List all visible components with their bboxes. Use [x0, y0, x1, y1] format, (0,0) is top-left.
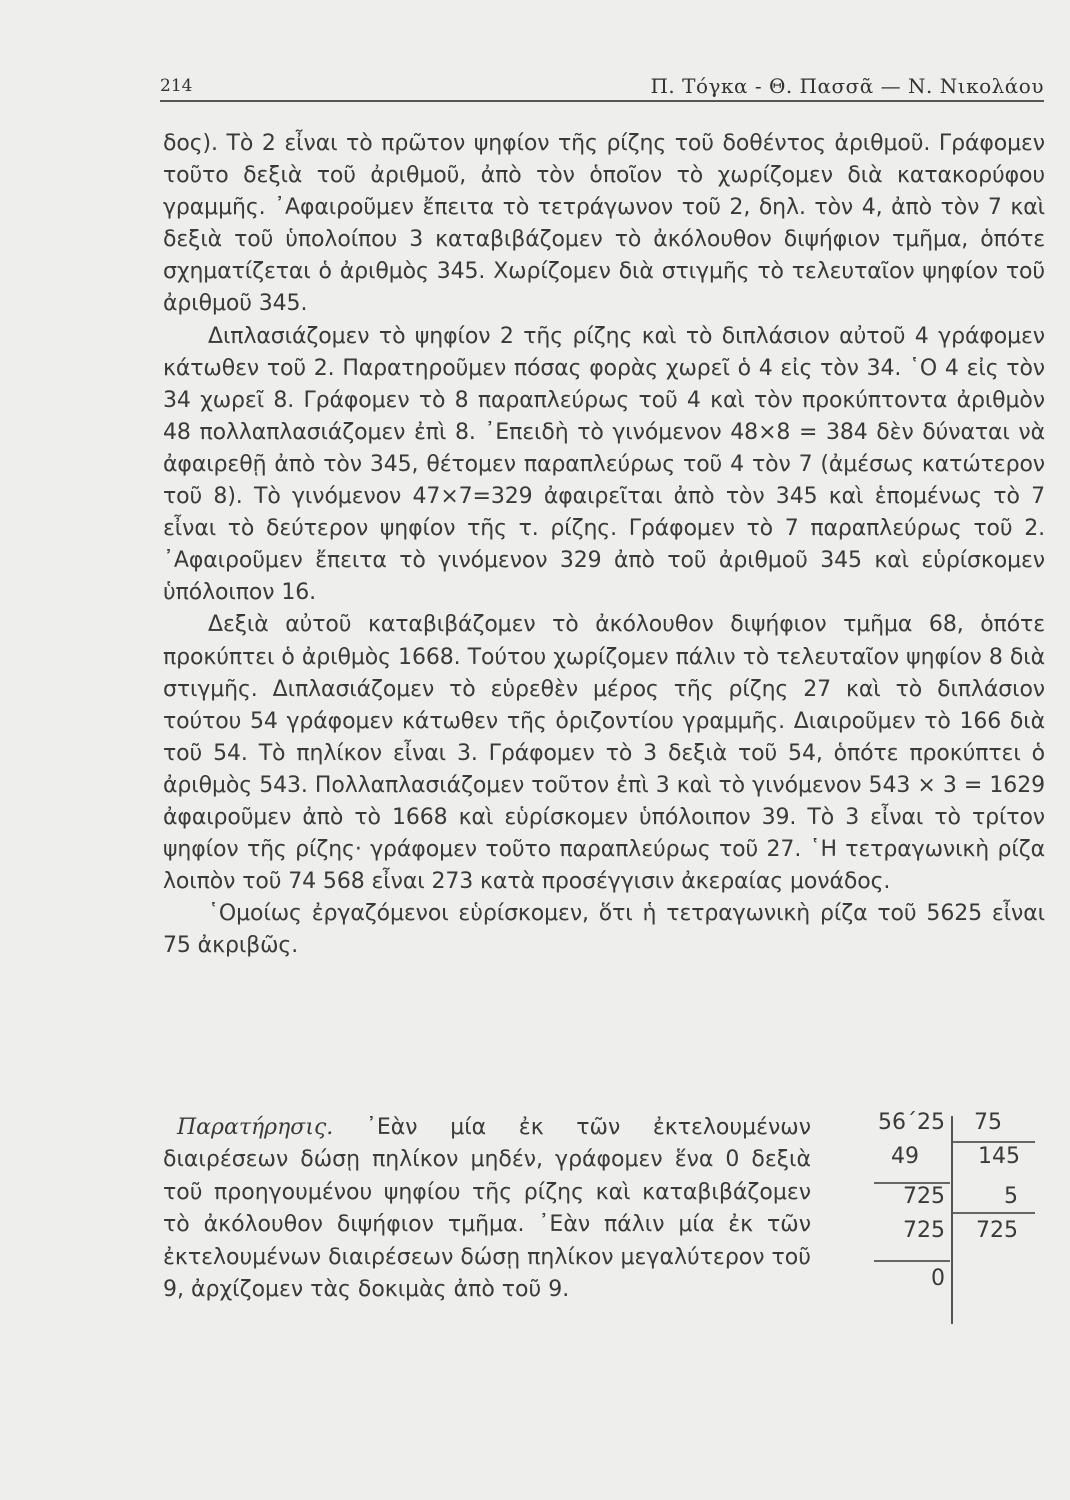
running-head: Π. Τόγκα - Θ. Πασσᾶ — Ν. Νικολάου: [650, 74, 1044, 98]
calc-left-value: 0: [931, 1266, 945, 1291]
calc-root-value: 75: [974, 1110, 1002, 1135]
paragraph: ῾Ομοίως ἐργαζόμενοι εὑρίσκομεν, ὅτι ἡ τετραγωνικὴ ρίζα τοῦ 5625 εἶναι 75 ἀκριβῶς.: [163, 901, 1045, 959]
page-header: [160, 74, 1044, 102]
calc-left-value: 49: [891, 1144, 919, 1169]
remark-paragraph: [163, 1112, 811, 1306]
body-text: [163, 128, 1045, 962]
calc-right-value: 725: [976, 1218, 1018, 1243]
calc-vertical-divider: [951, 1116, 953, 1324]
remark-text: ᾿Εὰν μία ἐκ τῶν ἐκτελουμένων διαιρέσεων δώσῃ πηλίκον μηδέν, γράφομεν ἕνα 0 δεξιὰ τοῦ προηγουμένου ψηφίου τῆς ρίζης καὶ καταβιβάζομεν τὸ ἀκόλουθον διψήφιον τμῆμα. ᾿Εὰν πάλιν μία ἐκ τῶν ἐκτελουμένων διαιρέσεων δώσῃ πηλίκον μεγαλύτερον τοῦ 9, ἀρχίζομεν τὰς δοκιμὰς ἀπὸ τοῦ 9.: [163, 1115, 811, 1303]
paragraph: Δεξιὰ αὐτοῦ καταβιβάζομεν τὸ ἀκόλουθον διψήφιον τμῆμα 68, ὁπότε προκύπτει ὁ ἀριθμὸς 1668. Τούτου χωρίζομεν πάλιν τὸ τελευταῖον ψηφίον 8 διὰ στιγμῆς. Διπλασιάζομεν τὸ εὑρεθὲν μέρος τῆς ρίζης 27 καὶ τὸ διπλάσιον τούτου 54 γράφομεν κάτωθεν τῆς ὁριζοντίου γραμμῆς. Διαιροῦμεν τὸ 166 διὰ τοῦ 54. Τὸ πηλίκον εἶναι 3. Γράφομεν τὸ 3 δεξιὰ τοῦ 54, ὁπότε προκύπτει ὁ ἀριθμὸς 543. Πολλαπλασιάζομεν τοῦτον ἐπὶ 3 καὶ τὸ γινόμενον 543 × 3 = 1629 ἀφαιροῦμεν ἀπὸ τὸ 1668 καὶ εὑρίσκομεν ὑπόλοιπον 39. Τὸ 3 εἶναι τὸ τρίτον ψηφίον τῆς ρίζης· γράφομεν τοῦτο παραπλεύρως τοῦ 27. ῾Η τετραγωνικὴ ρίζα λοιπὸν τοῦ 74 568 εἶναι 273 κατὰ προσέγγισιν ἀκεραίας μονάδος.: [163, 612, 1045, 895]
calc-rule: [953, 1141, 1035, 1143]
calc-rule: [874, 1260, 950, 1262]
square-root-calculation: [850, 1110, 1045, 1320]
calc-rule: [953, 1212, 1035, 1214]
calc-right-value: 145: [978, 1144, 1020, 1169]
remark-block: [163, 1112, 811, 1306]
remark-label: Παρατήρησις.: [177, 1115, 334, 1140]
paragraph: δος). Τὸ 2 εἶναι τὸ πρῶτον ψηφίον τῆς ρίζης τοῦ δοθέντος ἀριθμοῦ. Γράφομεν τοῦτο δεξιὰ τοῦ ἀριθμοῦ, ἀπὸ τὸν ὁποῖον τὸ χωρίζομεν διὰ κατακορύφου γραμμῆς. ᾿Αφαιροῦμεν ἔπειτα τὸ τετράγωνον τοῦ 2, δηλ. τὸν 4, ἀπὸ τὸν 7 καὶ δεξιὰ τοῦ ὑπολοίπου 3 καταβιβάζομεν τὸ ἀκόλουθον διψήφιον τμῆμα, ὁπότε σχηματίζεται ὁ ἀριθμὸς 345. Χωρίζομεν διὰ στιγμῆς τὸ τελευταῖον ψηφίον τοῦ ἀριθμοῦ 345.: [163, 131, 1045, 317]
calc-left-value: 725: [903, 1184, 945, 1209]
calc-left-value: 56΄25: [878, 1110, 945, 1135]
calc-left-value: 725: [903, 1218, 945, 1243]
calc-right-value: 5: [1004, 1184, 1018, 1209]
paragraph: Διπλασιάζομεν τὸ ψηφίον 2 τῆς ρίζης καὶ τὸ διπλάσιον αὐτοῦ 4 γράφομεν κάτωθεν τοῦ 2. Παρατηροῦμεν πόσας φορὰς χωρεῖ ὁ 4 εἰς τὸν 34. ῾Ο 4 εἰς τὸν 34 χωρεῖ 8. Γράφομεν τὸ 8 παραπλεύρως τοῦ 4 καὶ τὸν προκύπτοντα ἀριθμὸν 48 πολλαπλασιάζομεν ἐπὶ 8. ᾿Επειδὴ τὸ γινόμενον 48×8 = 384 δὲν δύναται νὰ ἀφαιρεθῇ ἀπὸ τὸν 345, θέτομεν παραπλεύρως τοῦ 4 τὸν 7 (ἀμέσως κατώτερον τοῦ 8). Τὸ γινόμενον 47×7=329 ἀφαιρεῖται ἀπὸ τὸν 345 καὶ ἑπομένως τὸ 7 εἶναι τὸ δεύτερον ψηφίον τῆς τ. ρίζης. Γράφομεν τὸ 7 παραπλεύρως τοῦ 2. ᾿Αφαιροῦμεν ἔπειτα τὸ γινόμενον 329 ἀπὸ τοῦ ἀριθμοῦ 345 καὶ εὑρίσκομεν ὑπόλοιπον 16.: [163, 323, 1045, 606]
page-number: 214: [160, 76, 193, 96]
